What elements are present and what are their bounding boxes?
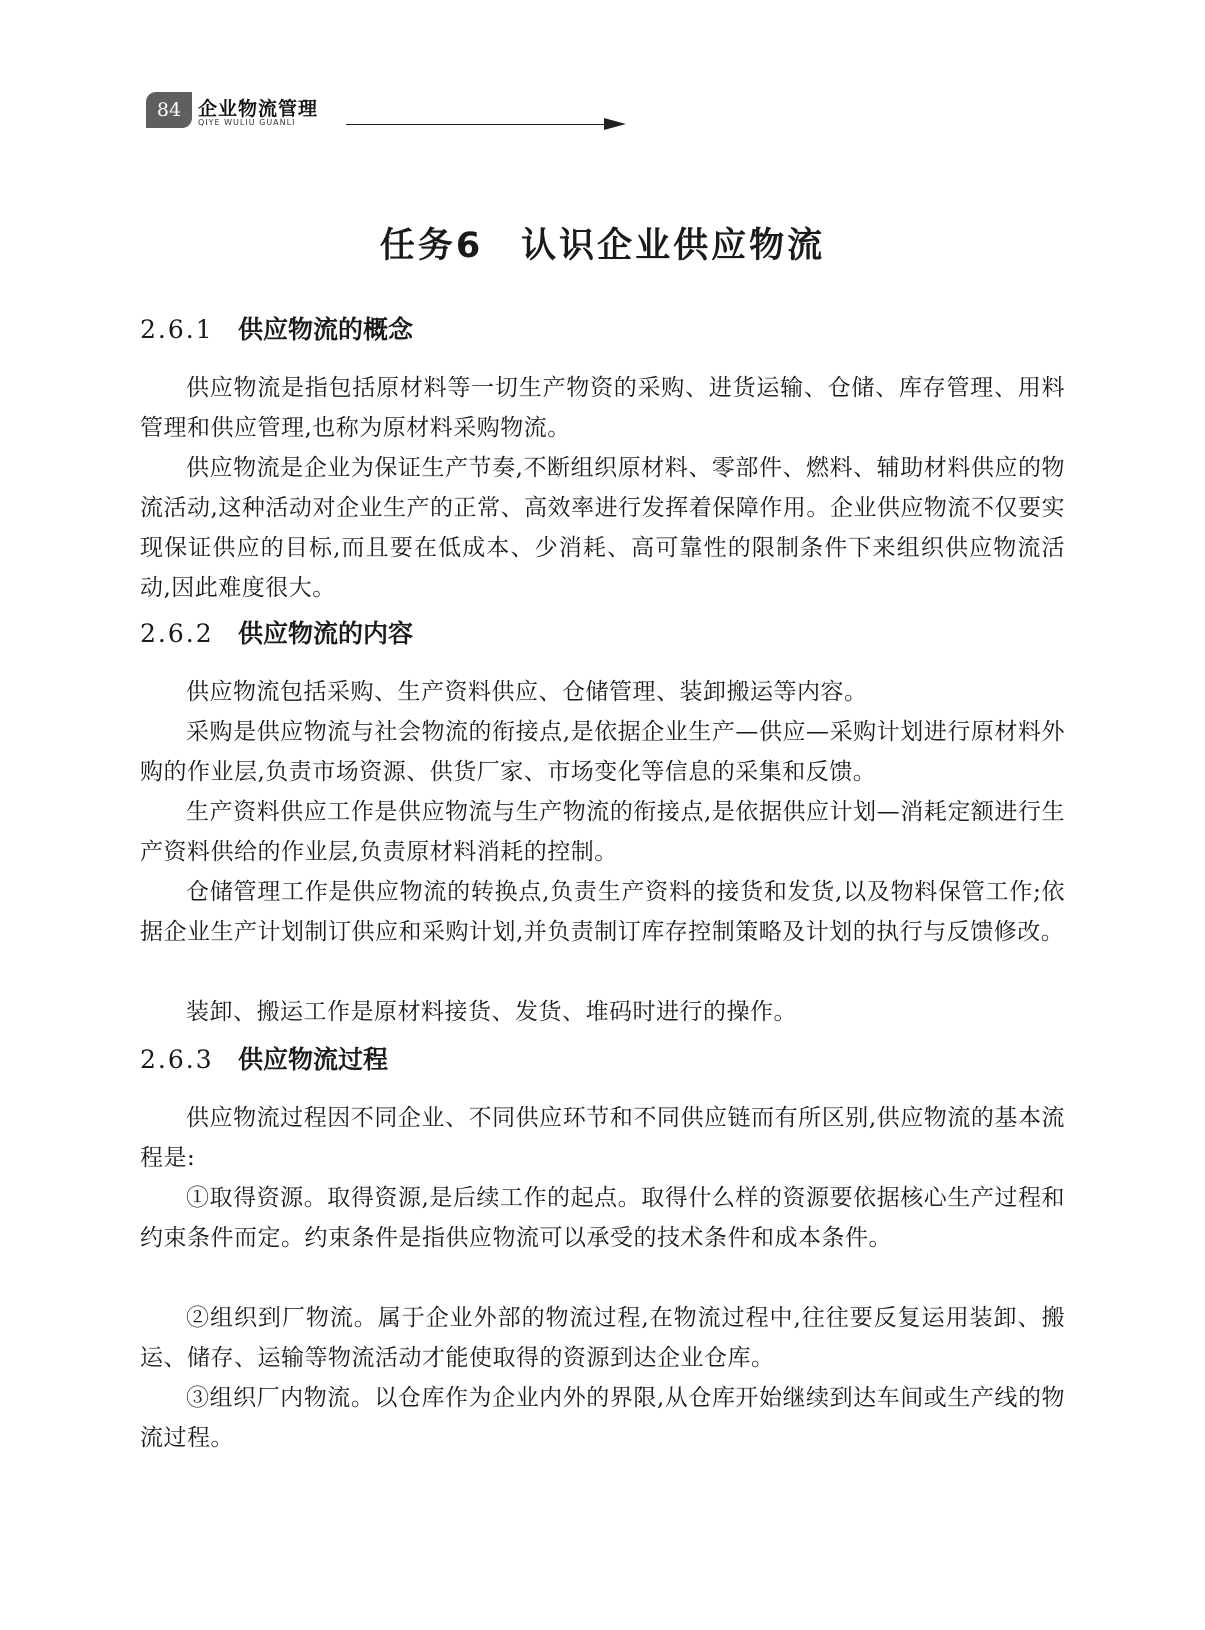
section-title: 供应物流的概念 [238, 315, 414, 344]
section-title: 供应物流过程 [238, 1045, 389, 1074]
section-heading [140, 310, 413, 346]
running-header [146, 92, 636, 132]
header-rule [346, 124, 608, 125]
section-heading [140, 1040, 388, 1076]
book-title-pinyin: QIYE WULIU GUANLI [198, 118, 296, 127]
page-number: 84 [146, 92, 192, 128]
section-number: 2.6.3 [140, 1045, 214, 1074]
paragraph: 仓储管理工作是供应物流的转换点,负责生产资料的接货和发货,以及物料保管工作;依据企业生产计划制订供应和采购计划,并负责制订库存控制策略及计划的执行与反馈修改。 [140, 879, 1065, 945]
paragraph: 供应物流是企业为保证生产节奏,不断组织原材料、零部件、燃料、辅助材料供应的物流活动,这种活动对企业生产的正常、高效率进行发挥着保障作用。企业供应物流不仅要实现保证供应的目标,而且要在低成本、少消耗、高可靠性的限制条件下来组织供应物流活动,因此难度很大。 [140, 455, 1065, 601]
paragraph: 供应物流过程因不同企业、不同供应环节和不同供应链而有所区别,供应物流的基本流程是: [140, 1105, 1065, 1171]
header-arrow-icon [604, 118, 626, 130]
book-title: 企业物流管理 [198, 98, 319, 120]
paragraph: 供应物流包括采购、生产资料供应、仓储管理、装卸搬运等内容。 [186, 679, 868, 705]
paragraph: ③组织厂内物流。以仓库作为企业内外的界限,从仓库开始继续到达车间或生产线的物流过程。 [140, 1385, 1065, 1451]
section-number: 2.6.2 [140, 619, 214, 648]
paragraph: ①取得资源。取得资源,是后续工作的起点。取得什么样的资源要依据核心生产过程和约束条件而定。约束条件是指供应物流可以承受的技术条件和成本条件。 [140, 1185, 1065, 1251]
paragraph: 生产资料供应工作是供应物流与生产物流的衔接点,是依据供应计划—消耗定额进行生产资料供给的作业层,负责原材料消耗的控制。 [140, 799, 1065, 865]
section-number: 2.6.1 [140, 315, 214, 344]
paragraph: 采购是供应物流与社会物流的衔接点,是依据企业生产—供应—采购计划进行原材料外购的作业层,负责市场资源、供货厂家、市场变化等信息的采集和反馈。 [140, 719, 1065, 785]
chapter-title: 任务6 认识企业供应物流 [379, 226, 826, 266]
paragraph: ②组织到厂物流。属于企业外部的物流过程,在物流过程中,往往要反复运用装卸、搬运、储存、运输等物流活动才能使取得的资源到达企业仓库。 [140, 1305, 1065, 1371]
paragraph: 供应物流是指包括原材料等一切生产物资的采购、进货运输、仓储、库存管理、用料管理和供应管理,也称为原材料采购物流。 [140, 375, 1065, 441]
section-heading [140, 614, 413, 650]
section-title: 供应物流的内容 [238, 619, 414, 648]
paragraph: 装卸、搬运工作是原材料接货、发货、堆码时进行的操作。 [186, 999, 797, 1025]
